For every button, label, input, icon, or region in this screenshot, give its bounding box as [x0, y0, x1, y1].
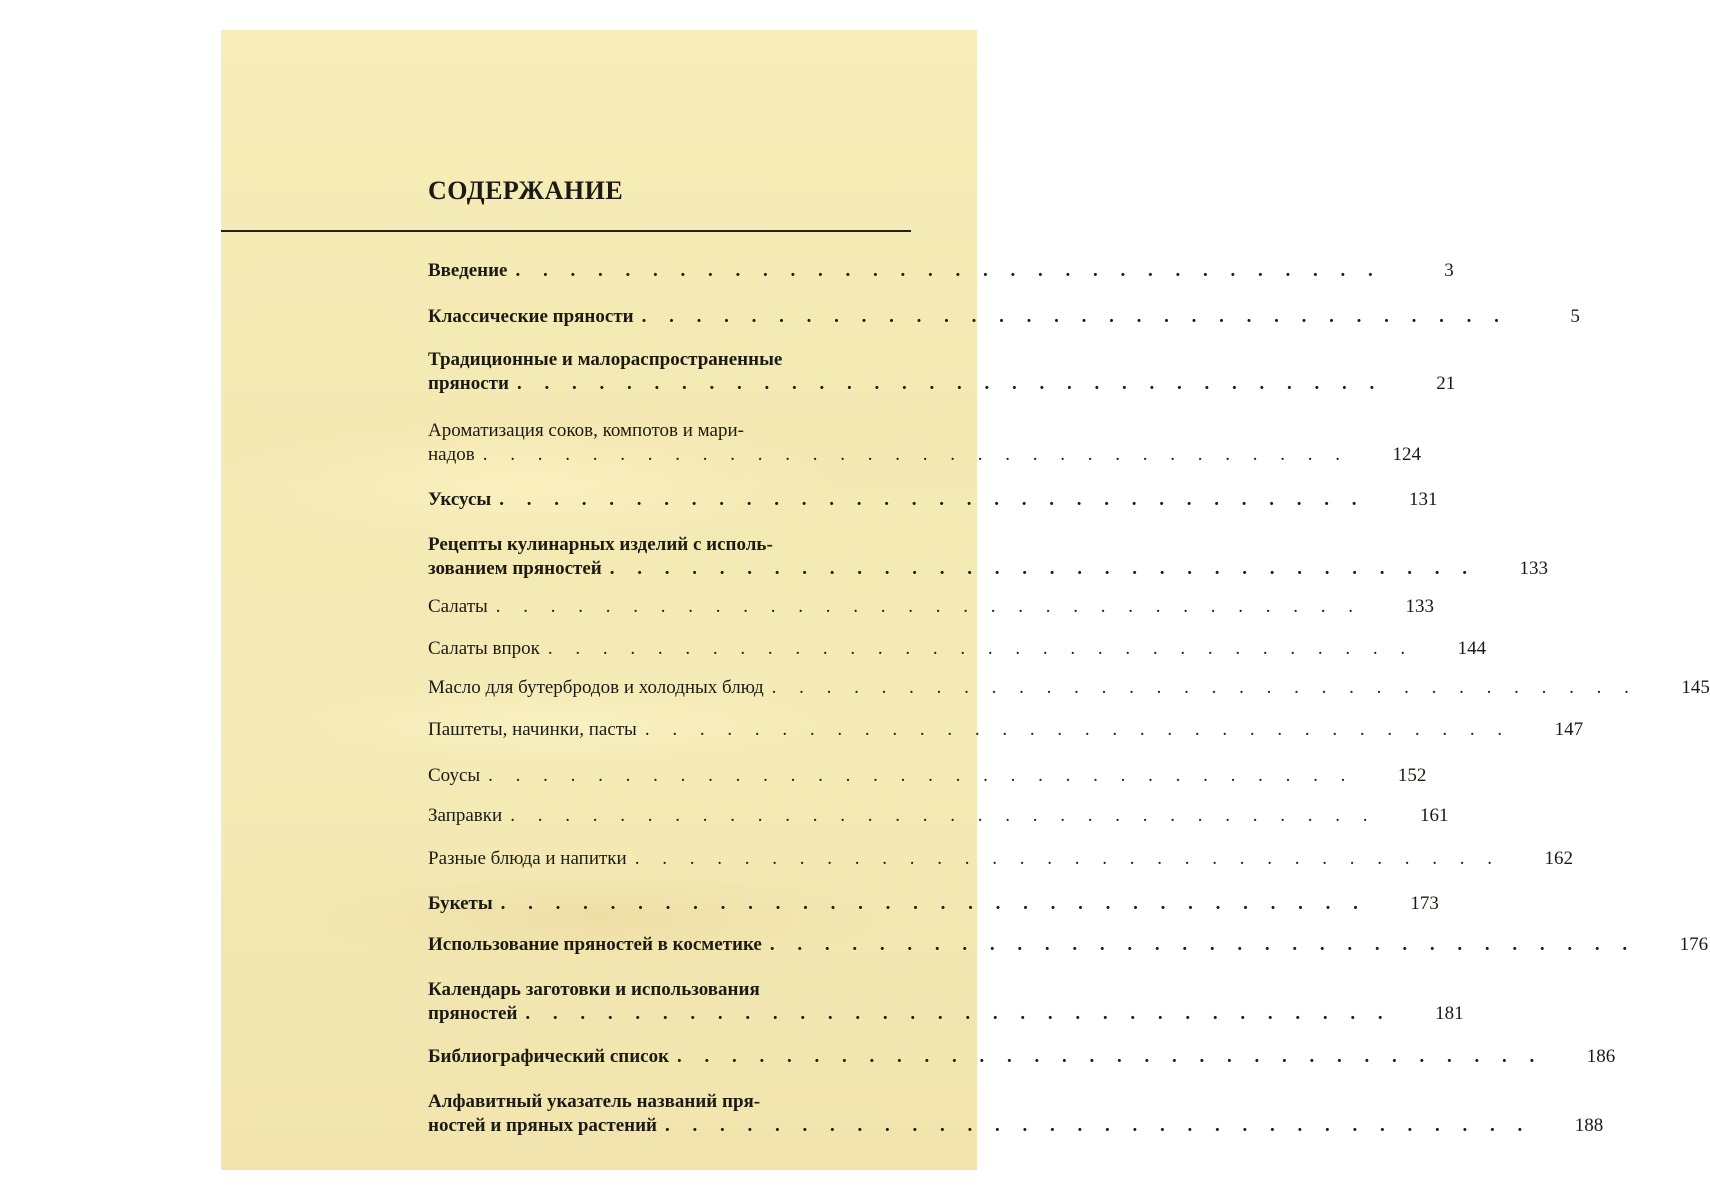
toc-entry-page-number: 152	[1397, 765, 1427, 786]
toc-entry	[428, 419, 1421, 467]
toc-entry	[428, 847, 1573, 871]
toc-entry	[428, 764, 1427, 788]
toc-entry-title: Масло для бутербродов и холодных блюд	[428, 677, 764, 698]
toc-entry-title: Салаты	[428, 596, 488, 617]
toc-entry-title-line: Традиционные и малораспространенные	[428, 349, 783, 370]
toc-entry-title: Уксусы	[428, 489, 492, 510]
toc-entry	[428, 933, 1709, 957]
toc-entry	[428, 804, 1449, 828]
toc-entry-title: пряностей	[428, 1003, 518, 1024]
toc-entry-page-number: 124	[1392, 444, 1421, 465]
dot-leader: . . . . . . . . . . . . . . . . . . . . . . . . . . . . . . . .	[515, 260, 1382, 281]
toc-entry	[428, 595, 1435, 619]
toc-entry-page-number: 162	[1544, 848, 1573, 869]
toc-entry-page-number: 131	[1408, 489, 1438, 510]
toc-entry	[428, 1090, 1604, 1138]
toc-entry	[428, 676, 1710, 700]
toc-entry-title-line: Рецепты кулинарных изделий с исполь-	[428, 534, 773, 555]
dot-leader: . . . . . . . . . . . . . . . . . . . . . . . . . . . . . . . .	[634, 848, 1501, 869]
toc-entry-page-number: 21	[1436, 373, 1456, 394]
dot-leader: . . . . . . . . . . . . . . . . . . . . . . . . . . . . . . . .	[500, 893, 1367, 914]
dot-leader: . . . . . . . . . . . . . . . . . . . . . . . . . . . . . . . .	[664, 1115, 1532, 1136]
dot-leader: . . . . . . . . . . . . . . . . . . . . . . . . . . . . . . . .	[771, 677, 1638, 698]
toc-entry-page-number: 3	[1444, 260, 1454, 281]
toc-entry-title: Букеты	[428, 893, 493, 914]
toc-entry	[428, 718, 1584, 742]
toc-entry-title: Разные блюда и напитки	[428, 848, 627, 869]
toc-entry	[428, 637, 1487, 661]
toc-entry-title: Использование пряностей в косметике	[428, 934, 762, 955]
toc-entry-page-number: 144	[1457, 638, 1487, 659]
toc-entry-page-number: 186	[1586, 1046, 1616, 1067]
toc-entry	[428, 348, 1456, 396]
dot-leader: . . . . . . . . . . . . . . . . . . . . . . . . . . . . . . . .	[644, 719, 1512, 740]
toc-entry	[428, 892, 1439, 916]
dot-leader: . . . . . . . . . . . . . . . . . . . . . . . . . . . . . . . .	[525, 1003, 1392, 1024]
toc-entry-page-number: 176	[1679, 934, 1709, 955]
toc-entry-title-line: Календарь заготовки и использования	[428, 979, 760, 1000]
toc-entry-page-number: 147	[1554, 719, 1584, 740]
toc-entry-title: пряности	[428, 373, 509, 394]
toc-entry-title: Соусы	[428, 765, 481, 786]
toc-entry-title-line: Алфавитный указатель названий пря-	[428, 1091, 761, 1112]
dot-leader: . . . . . . . . . . . . . . . . . . . . . . . . . . . . . . . .	[769, 934, 1637, 955]
toc-entry-title: Паштеты, начинки, пасты	[428, 719, 637, 740]
toc-entry-page-number: 188	[1574, 1115, 1604, 1136]
dot-leader: . . . . . . . . . . . . . . . . . . . . . . . . . . . . . . . .	[516, 373, 1384, 394]
toc-entry-page-number: 133	[1405, 596, 1435, 617]
toc-entry-title: надов	[428, 444, 475, 465]
toc-entry-title: Введение	[428, 260, 508, 281]
toc-entry-page-number: 145	[1681, 677, 1710, 698]
page-title: СОДЕРЖАНИЕ	[428, 176, 624, 205]
toc-entry	[428, 533, 1548, 581]
book-page	[221, 30, 1710, 1170]
dot-leader: . . . . . . . . . . . . . . . . . . . . . . . . . . . . . . . .	[609, 558, 1476, 579]
toc-entry-page-number: 161	[1419, 805, 1449, 826]
dot-leader: . . . . . . . . . . . . . . . . . . . . . . . . . . . . . . . .	[488, 765, 1355, 786]
toc-entry-title: Салаты впрок	[428, 638, 540, 659]
toc-entry	[428, 978, 1464, 1026]
title-rule	[221, 230, 911, 232]
toc-entry-page-number: 133	[1519, 558, 1548, 579]
toc-entry-page-number: 173	[1410, 893, 1439, 914]
dot-leader: . . . . . . . . . . . . . . . . . . . . . . . . . . . . . . . .	[482, 444, 1349, 465]
toc-entry-title: Заправки	[428, 805, 503, 826]
toc-entry-title: Библиографический список	[428, 1046, 670, 1067]
toc-entry-title: зованием пряностей	[428, 558, 602, 579]
toc-entry-title-line: Ароматизация соков, компотов и мари-	[428, 420, 744, 441]
toc-entry-page-number: 5	[1570, 306, 1580, 327]
dot-leader: . . . . . . . . . . . . . . . . . . . . . . . . . . . . . . . .	[495, 596, 1363, 617]
dot-leader: . . . . . . . . . . . . . . . . . . . . . . . . . . . . . . . .	[499, 489, 1366, 510]
dot-leader: . . . . . . . . . . . . . . . . . . . . . . . . . . . . . . . .	[677, 1046, 1544, 1067]
toc-entry-title: ностей и пряных растений	[428, 1115, 657, 1136]
toc-entry	[428, 1045, 1616, 1069]
toc-entry-title: Классические пряности	[428, 306, 634, 327]
toc-entry	[428, 259, 1454, 283]
dot-leader: . . . . . . . . . . . . . . . . . . . . . . . . . . . . . . . .	[510, 805, 1377, 826]
toc-entry	[428, 305, 1580, 329]
dot-leader: . . . . . . . . . . . . . . . . . . . . . . . . . . . . . . . .	[641, 306, 1508, 327]
toc-entry	[428, 488, 1438, 512]
dot-leader: . . . . . . . . . . . . . . . . . . . . . . . . . . . . . . . .	[547, 638, 1415, 659]
toc-entry-page-number: 181	[1435, 1003, 1464, 1024]
